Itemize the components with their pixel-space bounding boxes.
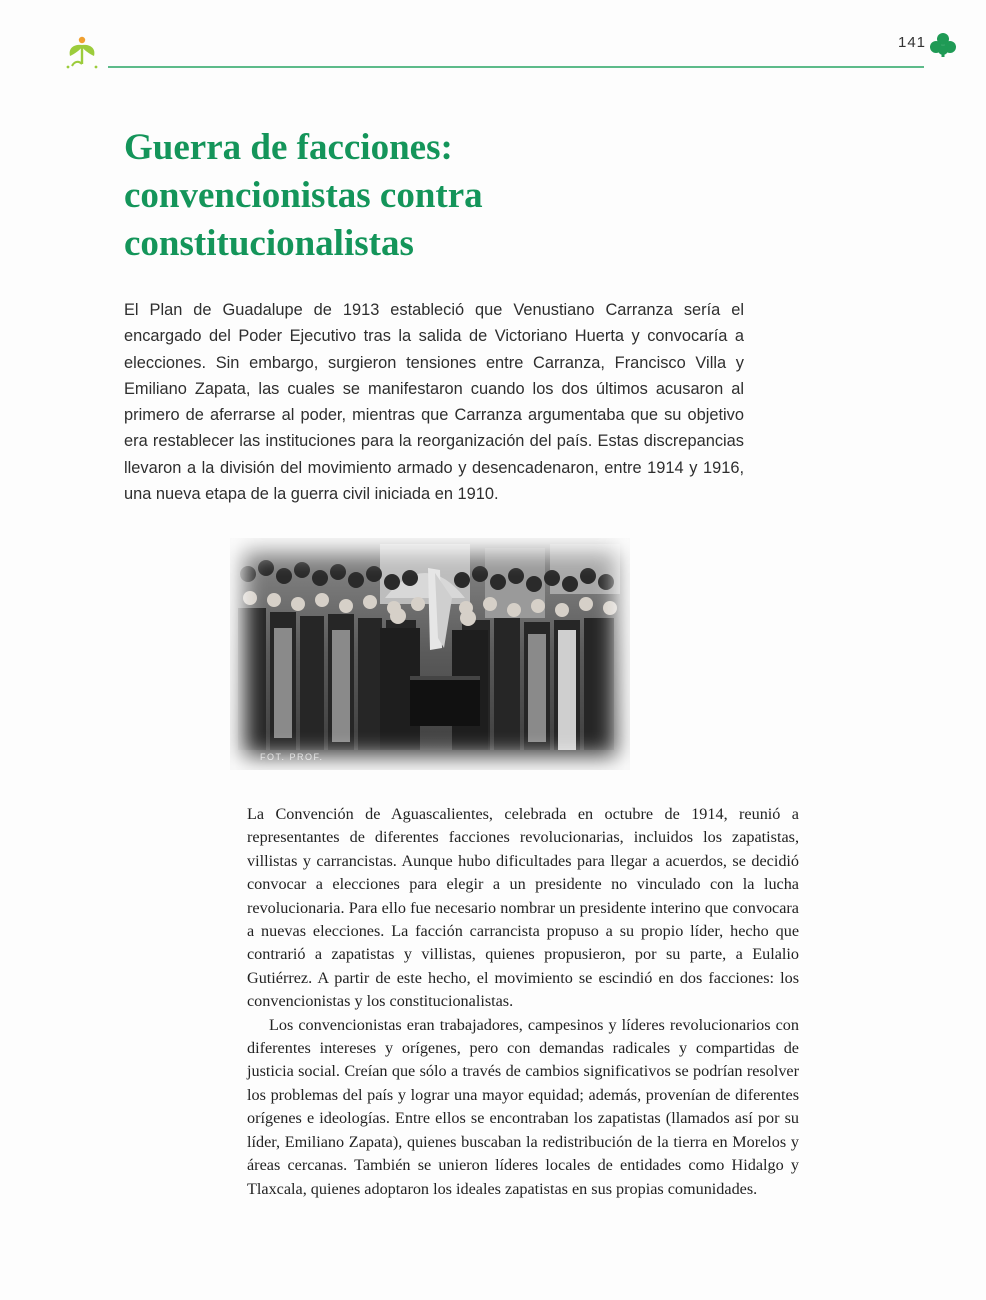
historic-group-photo — [230, 538, 630, 770]
book-logo-icon — [62, 34, 102, 72]
photo-caption-marks: FOT. PROF. — [260, 752, 324, 762]
page-title: Guerra de facciones: convencionistas contra constitucionalistas — [124, 127, 483, 264]
page-number: 141 — [898, 34, 927, 51]
clover-icon — [928, 32, 958, 58]
header-rule — [108, 66, 924, 68]
body-paragraph: Los convencionistas eran trabajadores, campesinos y líderes revolucionarios con diferentes intereses y orígenes, pero con demandas radicales y compartidas de justicia social. Creían que sólo a través de cambios significativos se podrían resolver los problemas del país y lograr una mayor equidad; además, provenían de diferentes orígenes e ideologías. Entre ellos se encontraban los zapatistas (llamados así por su líder, Emiliano Zapata), quienes buscaban la redistribución de la tierra en Morelos y áreas cercanas. También se unieron líderes locales de entidades como Hidalgo y Tlaxcala, quienes adoptaron los ideales zapatistas en sus propias comunidades. — [247, 1015, 799, 1198]
body-paragraph: La Convención de Aguascalientes, celebrada en octubre de 1914, reunió a representantes de diferentes facciones revolucionarias, incluidos los zapatistas, villistas y carrancistas. Aunque hubo dificultades para llegar a acuerdos, se decidió convocar a elecciones para elegir a un presidente no vinculado con la lucha revolucionaria. Para ello fue necesario nombrar un presidente interino que convocara a nuevas elecciones. La facción carrancista propuso a su propio líder, hecho que contrarió a zapatistas y villistas, quienes propusieron, por su parte, a Eulalio Gutiérrez. A partir de este hecho, el movimiento se escindió en dos facciones: los convencionistas y los constitucionalistas. — [247, 805, 799, 1011]
intro-paragraph: El Plan de Guadalupe de 1913 estableció que Venustiano Carranza sería el encargado del Poder Ejecutivo tras la salida de Victoriano Huerta y convocaría a elecciones. Sin embargo, surgieron tensiones entre Carranza, Francisco Villa y Emiliano Zapata, las cuales se manifestaron cuando los dos últimos acusaron al primero de aferrarse al poder, mientras que Carranza argumentaba que su objetivo era restablecer las instituciones para la reorganización del país. Estas discrepancias llevaron a la división del movimiento armado y desencadenaron, entre 1914 y 1916, una nueva etapa de la guerra civil iniciada en 1910. — [124, 301, 744, 504]
body-text — [247, 803, 799, 1201]
